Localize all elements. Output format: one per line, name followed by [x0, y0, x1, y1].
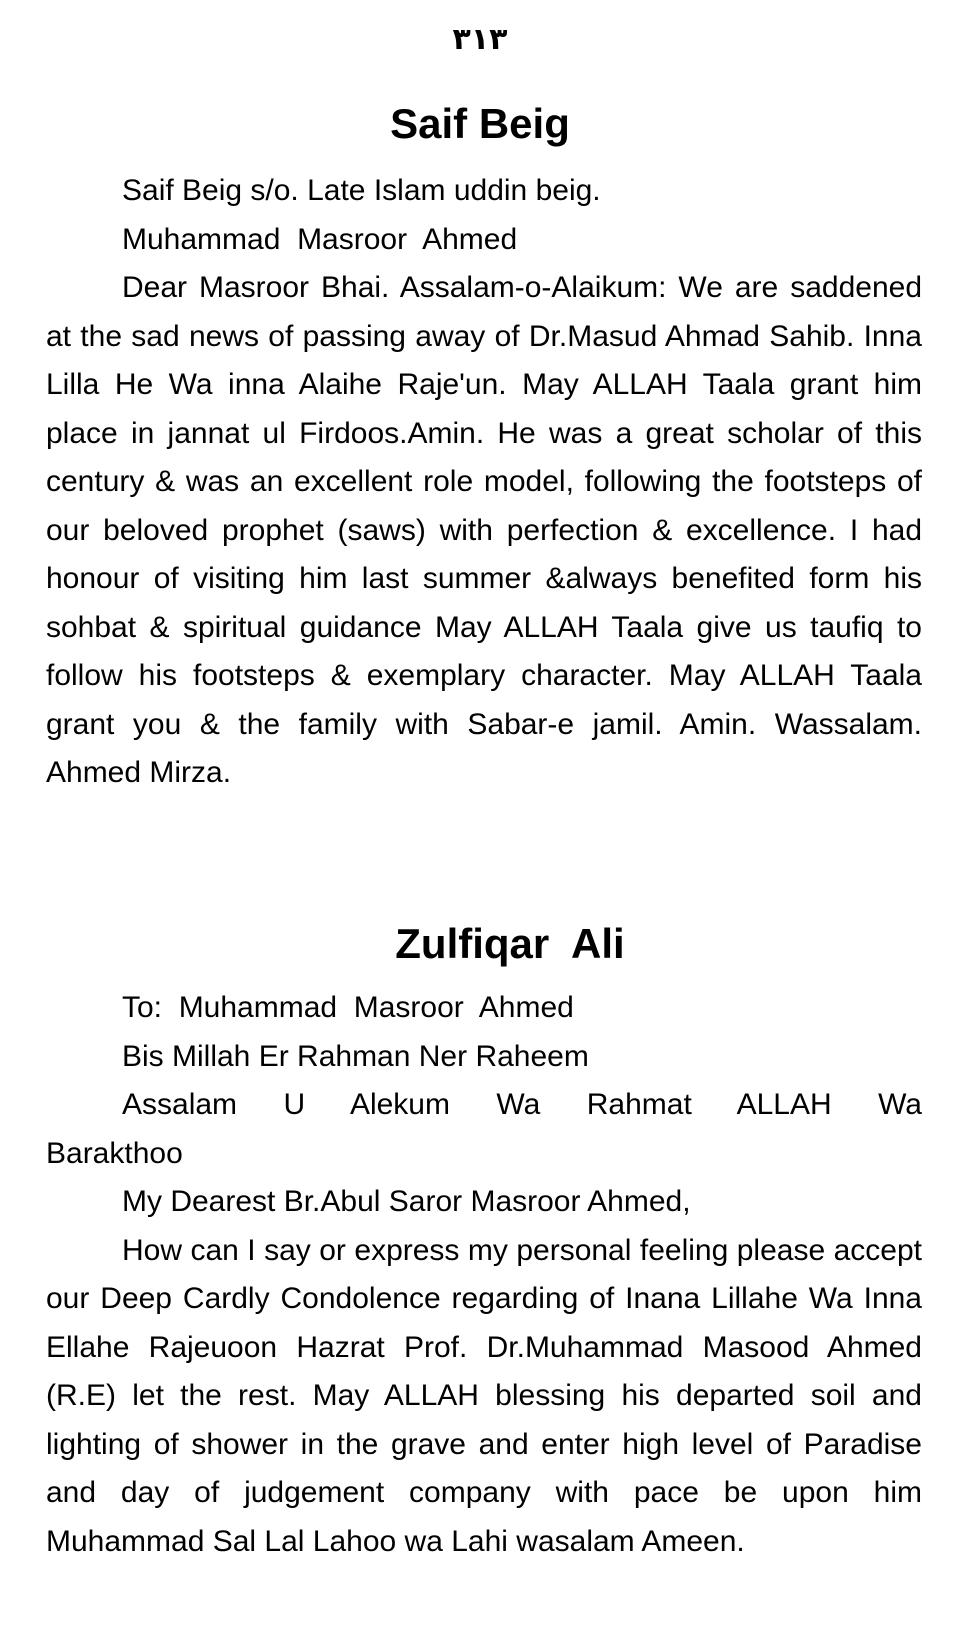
paragraph: Saif Beig s/o. Late Islam uddin beig. [122, 174, 601, 207]
paragraph: Muhammad Masroor Ahmed [122, 222, 518, 256]
paragraph: Dear Masroor Bhai. Assalam-o-Alaikum: We are saddened at the sad news of passing away of Dr.Masud Ahmad Sahib. Inna Lilla He Wa inna Alaihe Raje'un. May ALLAH Taala grant him place in jannat ul Firdoos.Amin. He was a great scholar of this century & was an excellent role model, following the footsteps of our beloved prophet (saws) with perfection & excellence. I had honour of visiting him last summer &always benefited form his sohbat & spiritual guidance May ALLAH Taala give us taufiq to follow his footsteps & exemplary character. May ALLAH Taala grant you & the family with Sabar-e jamil. Amin. Wassalam. Ahmed Mirza. [46, 271, 922, 789]
section-title-zulfiqar-ali: Zulfiqar Ali [395, 920, 625, 967]
page-number: ۳۱۳ [452, 23, 508, 56]
paragraph: Bis Millah Er Rahman Ner Raheem [122, 1039, 589, 1073]
section-title-saif-beig: Saif Beig [390, 100, 570, 147]
paragraph: Assalam U Alekum Wa Rahmat ALLAH Wa Barakthoo [46, 1088, 922, 1170]
section-body-saif-beig [46, 167, 922, 798]
paragraph: How can I say or express my personal feeling please accept our Deep Cardly Condolence regarding of Inana Lillahe Wa Inna Ellahe Rajeuoon Hazrat Prof. Dr.Muhammad Masood Ahmed (R.E) let the rest. May ALLAH blessing his departed soil and lighting of shower in the grave and enter high level of Paradise and day of judgement company with pace be upon him Muhammad Sal Lal Lahoo wa Lahi wasalam Ameen. [46, 1233, 922, 1558]
paragraph: To: Muhammad Masroor Ahmed [122, 991, 574, 1024]
section-body-zulfiqar-ali [46, 984, 922, 1566]
paragraph: My Dearest Br.Abul Saror Masroor Ahmed, [122, 1185, 691, 1218]
